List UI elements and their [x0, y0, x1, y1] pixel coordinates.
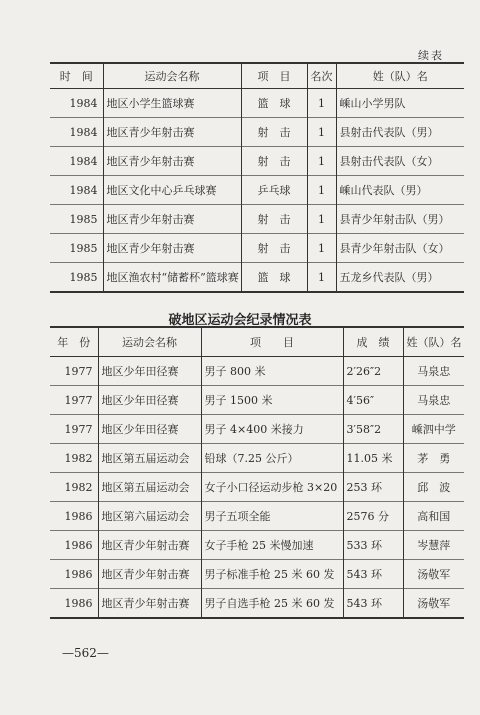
cell-event: 地区文化中心乒乓球赛 [103, 176, 241, 205]
col-item-header: 项 目 [241, 63, 307, 89]
cell-item: 男子 4×400 米接力 [201, 415, 343, 444]
sports-results-table [50, 62, 464, 293]
table-header-row [50, 327, 464, 357]
cell-year: 1977 [50, 386, 98, 415]
cell-item: 男子标准手枪 25 米 60 发 [201, 560, 343, 589]
cell-year: 1982 [50, 473, 98, 502]
cell-item: 篮 球 [241, 89, 307, 118]
cell-result: 2′26″2 [343, 357, 403, 386]
cell-name: 岑慧萍 [403, 531, 464, 560]
cell-name: 嵊山小学男队 [336, 89, 464, 118]
table-row [50, 357, 464, 386]
cell-event: 地区青少年射击赛 [103, 234, 241, 263]
cell-item: 男子自选手枪 25 米 60 发 [201, 589, 343, 619]
cell-event: 地区第五届运动会 [98, 444, 201, 473]
cell-result: 253 环 [343, 473, 403, 502]
table-header-row [50, 63, 464, 89]
cell-item: 射 击 [241, 205, 307, 234]
cell-item: 射 击 [241, 234, 307, 263]
cell-event: 地区第六届运动会 [98, 502, 201, 531]
continued-label: 续表 [418, 49, 444, 62]
cell-rank: 1 [307, 147, 336, 176]
col-event-header: 运动会名称 [98, 327, 201, 357]
cell-rank: 1 [307, 234, 336, 263]
col-rank-header: 名次 [307, 63, 336, 89]
cell-year: 1986 [50, 531, 98, 560]
cell-item: 篮 球 [241, 263, 307, 293]
table-row [50, 560, 464, 589]
col-year-header: 年 份 [50, 327, 98, 357]
cell-year: 1977 [50, 357, 98, 386]
table-row [50, 118, 464, 147]
table-row [50, 502, 464, 531]
cell-event: 地区青少年射击赛 [98, 589, 201, 619]
cell-name: 汤敬军 [403, 560, 464, 589]
cell-year: 1985 [50, 205, 103, 234]
cell-year: 1985 [50, 234, 103, 263]
cell-year: 1985 [50, 263, 103, 293]
cell-name: 县射击代表队（女） [336, 147, 464, 176]
cell-event: 地区少年田径赛 [98, 386, 201, 415]
cell-year: 1984 [50, 176, 103, 205]
cell-item: 乒乓球 [241, 176, 307, 205]
col-result-header: 成 绩 [343, 327, 403, 357]
cell-name: 嵊山代表队（男） [336, 176, 464, 205]
cell-result: 533 环 [343, 531, 403, 560]
cell-item: 铅球（7.25 公斤） [201, 444, 343, 473]
cell-item: 射 击 [241, 118, 307, 147]
cell-item: 男子五项全能 [201, 502, 343, 531]
table-row [50, 263, 464, 293]
col-name-header: 姓（队）名 [336, 63, 464, 89]
cell-name: 茅 勇 [403, 444, 464, 473]
cell-item: 女子手枪 25 米慢加速 [201, 531, 343, 560]
table-row [50, 147, 464, 176]
table-row [50, 386, 464, 415]
table-row [50, 176, 464, 205]
cell-event: 地区青少年射击赛 [98, 531, 201, 560]
table-row [50, 234, 464, 263]
cell-year: 1986 [50, 589, 98, 619]
cell-event: 地区小学生篮球赛 [103, 89, 241, 118]
table-row [50, 205, 464, 234]
cell-rank: 1 [307, 176, 336, 205]
cell-rank: 1 [307, 118, 336, 147]
cell-result: 543 环 [343, 589, 403, 619]
table-row [50, 444, 464, 473]
cell-rank: 1 [307, 263, 336, 293]
cell-name: 县射击代表队（男） [336, 118, 464, 147]
col-time-header: 时 间 [50, 63, 103, 89]
cell-event: 地区青少年射击赛 [103, 147, 241, 176]
cell-event: 地区少年田径赛 [98, 415, 201, 444]
records-table-title: 破地区运动会纪录情况表 [168, 313, 312, 328]
cell-result: 3′58″2 [343, 415, 403, 444]
cell-name: 县青少年射击队（男） [336, 205, 464, 234]
cell-item: 射 击 [241, 147, 307, 176]
cell-event: 地区青少年射击赛 [98, 560, 201, 589]
cell-name: 马泉忠 [403, 386, 464, 415]
cell-result: 2576 分 [343, 502, 403, 531]
cell-result: 543 环 [343, 560, 403, 589]
cell-rank: 1 [307, 89, 336, 118]
cell-name: 高和国 [403, 502, 464, 531]
cell-event: 地区第五届运动会 [98, 473, 201, 502]
table-row [50, 589, 464, 619]
cell-name: 马泉忠 [403, 357, 464, 386]
records-table [50, 326, 464, 619]
col-event-header: 运动会名称 [103, 63, 241, 89]
cell-event: 地区青少年射击赛 [103, 205, 241, 234]
cell-item: 男子 1500 米 [201, 386, 343, 415]
cell-name: 五龙乡代表队（男） [336, 263, 464, 293]
cell-event: 地区少年田径赛 [98, 357, 201, 386]
col-name-header: 姓（队）名 [403, 327, 464, 357]
cell-name: 邱 波 [403, 473, 464, 502]
cell-event: 地区青少年射击赛 [103, 118, 241, 147]
cell-item: 男子 800 米 [201, 357, 343, 386]
cell-name: 汤敬军 [403, 589, 464, 619]
page-number: —562— [62, 646, 109, 660]
table-row [50, 415, 464, 444]
cell-year: 1984 [50, 147, 103, 176]
cell-result: 4′56″ [343, 386, 403, 415]
cell-year: 1977 [50, 415, 98, 444]
cell-year: 1986 [50, 560, 98, 589]
cell-item: 女子小口径运动步枪 3×20 [201, 473, 343, 502]
cell-name: 嵊泗中学 [403, 415, 464, 444]
table-row [50, 89, 464, 118]
col-item-header: 项 目 [201, 327, 343, 357]
cell-year: 1984 [50, 89, 103, 118]
cell-year: 1984 [50, 118, 103, 147]
table-row [50, 531, 464, 560]
table-row [50, 473, 464, 502]
cell-year: 1982 [50, 444, 98, 473]
cell-name: 县青少年射击队（女） [336, 234, 464, 263]
cell-rank: 1 [307, 205, 336, 234]
cell-result: 11.05 米 [343, 444, 403, 473]
cell-event: 地区渔农村“储蓄杯”篮球赛 [103, 263, 241, 293]
cell-year: 1986 [50, 502, 98, 531]
